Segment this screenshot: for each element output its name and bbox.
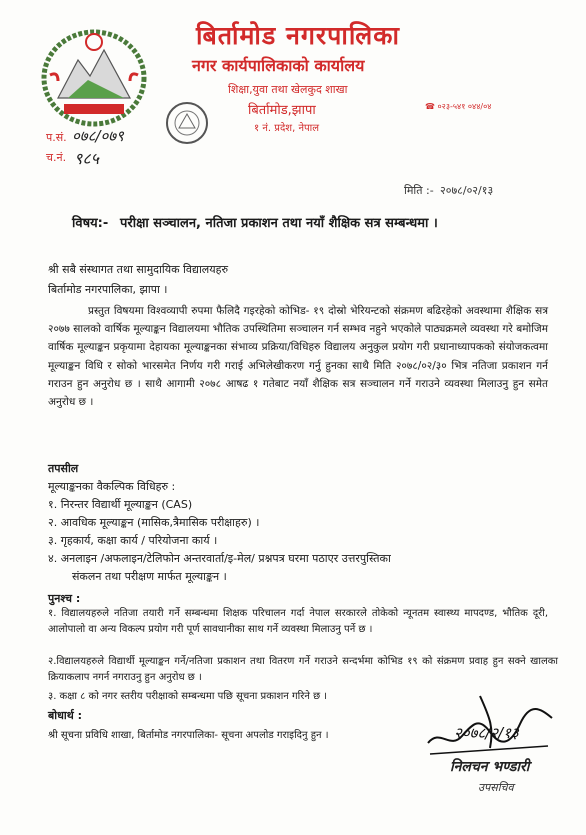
list-item: १. निरन्तर विद्यार्थी मूल्याङ्कन (CAS) bbox=[48, 498, 193, 511]
date-value: २०७८/०२/१३ bbox=[440, 184, 494, 197]
note-item: ३. कक्षा ८ को नगर स्तरीय परीक्षाको सम्बन्धमा पछि सूचना प्रकाशन गरिने छ । bbox=[48, 691, 328, 702]
dispatch-number-label: च.नं. bbox=[46, 151, 67, 164]
list-item: ३. गृहकार्य, कक्षा कार्य / परियोजना कार्य । bbox=[48, 534, 218, 547]
notes-heading: पुनश्च : bbox=[48, 592, 81, 605]
office-phone: ☎ ०२३-५४१ ०४४/०४ bbox=[425, 102, 492, 111]
note-item: २.विद्यालयहरुले विद्यार्थी मूल्याङ्कन गर्ने/नतिजा प्रकाशन तथा वितरण गर्ने गराउने सन्दर्भमा कोभिड १९ को संक्रमण प्रवाह हुन सक्ने खालका क्रियाकलाप नगर्न नगराउनु हुन अनुरोध छ । bbox=[48, 656, 558, 683]
date-label: मिति :- bbox=[404, 184, 434, 197]
cc-heading: बोधार्थ : bbox=[48, 709, 83, 722]
office-province: १ नं. प्रदेश, नेपाल bbox=[254, 123, 320, 134]
addressee-line-1: श्री सबै संस्थागत तथा सामुदायिक विद्यालयहरु bbox=[48, 263, 229, 276]
cc-line: श्री सूचना प्रविधि शाखा, बिर्तामोड नगरपालिका- सूचना अपलोड गराइदिनु हुन । bbox=[48, 730, 329, 741]
dispatch-number-value: ९८५ bbox=[74, 149, 99, 168]
details-heading: तपसील bbox=[48, 462, 79, 475]
reference-number-label: प.सं. bbox=[46, 131, 67, 144]
nepal-emblem-icon bbox=[38, 20, 150, 130]
note-item: १. विद्यालयहरुले नतिजा तयारी गर्ने सम्बन्धमा शिक्षक परिचालन गर्दा नेपाल सरकारले तोकेको न्यूनतम स्वास्थ्य मापदण्ड, भौतिक दूरी, आलोपालो वा अन्य विकल्प प्रयोग गरी पूर्ण सावधानीका साथ गर्ने व्यवस्था मिलाउनु पर्ने छ । bbox=[48, 608, 548, 635]
office-stamp-icon bbox=[164, 100, 210, 146]
signatory-title: उपसचिव bbox=[478, 781, 514, 794]
list-item: ४. अनलाइन /अफलाइन/टेलिफोन अन्तरवार्ता/इ-मेल/ प्रश्नपत्र घरमा पठाएर उत्तरपुस्तिका bbox=[48, 552, 391, 565]
body-paragraph: प्रस्तुत विषयमा विश्वव्यापी रुपमा फैलिदै गइरहेको कोभिड- १९ दोस्रो भेरियन्टको संक्रमण बढिरहेको अवस्थामा शैक्षिक सत्र २०७७ सालको वार्षिक मूल्याङ्कन विद्यालयमा भौतिक उपस्थितिमा सञ्चालन गर्न सम्भव नहुने भएकोले पाठ्यक्रमले व्यवस्था गरे बमोजिम वार्षिक मूल्याङ्कन प्रकृयामा देहायका मूल्याङ्कनका संभाव्य प्रक्रिया/विधिहरु विद्यालय अनुकुल प्रयोग गरी प्रधानाध्यापकको संयोजकत्वमा मूल्याङ्कन विधि र सोको भारसमेत निर्णय गरी गराई अभिलेखीकरण गर्नु हुनका साथै मिति २०७८/०२/३० भित्र नतिजा प्रकाशन गर्न गराउन हुन अनुरोध छ । साथै आगामी २०७८ आषढ १ गतेबाट नयाँ शैक्षिक सत्र सञ्चालन गर्ने गराउने व्यवस्था मिलाउनु हुन समेत अनुरोध छ । bbox=[48, 305, 548, 409]
reference-number-value: ०७८/०७९ bbox=[72, 127, 124, 145]
details-intro: मूल्याङ्कनका वैकल्पिक विधिहरु : bbox=[48, 480, 176, 493]
office-branch: शिक्षा,युवा तथा खेलकुद शाखा bbox=[228, 83, 348, 96]
signatory-name: निलचन भण्डारी bbox=[450, 759, 530, 775]
handwritten-signature-icon bbox=[420, 688, 560, 760]
office-name: बिर्तामोड नगरपालिका bbox=[196, 21, 400, 50]
signature-date: २०७८/२/१३ bbox=[454, 724, 519, 742]
addressee-line-2: बिर्तामोड नगरपालिका, झापा । bbox=[48, 283, 168, 296]
office-subtitle: नगर कार्यपालिकाको कार्यालय bbox=[192, 56, 365, 75]
list-item: २. आवधिक मूल्याङ्कन (मासिक,त्रैमासिक परीक्षाहरु) । bbox=[48, 516, 260, 529]
list-item: संकलन तथा परीक्षण मार्फत मूल्याङ्कन । bbox=[72, 570, 227, 583]
office-location: बिर्तामोड,झापा bbox=[248, 103, 316, 118]
subject-label: विषय:- bbox=[72, 216, 109, 231]
subject-text: परीक्षा सञ्चालन, नतिजा प्रकाशन तथा नयाँ शैक्षिक सत्र सम्बन्धमा । bbox=[120, 216, 438, 231]
